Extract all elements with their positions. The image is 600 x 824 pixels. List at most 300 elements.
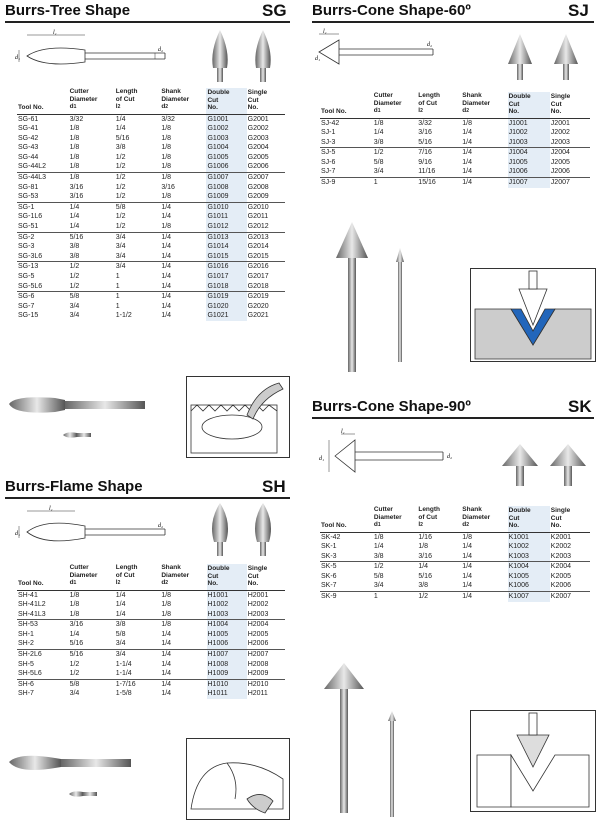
cutter-diameter-cell: 5/16 bbox=[69, 640, 84, 648]
table-row bbox=[17, 183, 285, 193]
sj-cone-burr-photos bbox=[500, 30, 590, 85]
table-row bbox=[17, 212, 285, 222]
cutter-diameter-cell: 5/16 bbox=[69, 232, 115, 242]
single-cut-no-cell: H2011 bbox=[247, 690, 268, 698]
table-row bbox=[17, 192, 285, 202]
length-of-cut-cell: 1/2 bbox=[115, 223, 126, 231]
shank-diameter-cell: 1/8 bbox=[161, 610, 172, 618]
tool-no-cell: SJ-3 bbox=[321, 138, 336, 146]
table-row bbox=[17, 202, 285, 212]
shank-diameter-cell: 1/4 bbox=[461, 562, 507, 572]
single-cut-no-cell: G2012 bbox=[247, 223, 269, 231]
table-row bbox=[320, 158, 590, 168]
single-cut-no-cell: G2019 bbox=[247, 292, 285, 302]
length-of-cut-cell: 1-1/4 bbox=[115, 670, 132, 678]
cutter-diameter-cell: 1/8 bbox=[69, 163, 80, 171]
table-row bbox=[320, 128, 590, 138]
sh-application-illustration bbox=[186, 738, 290, 820]
sg-code: SG bbox=[262, 1, 287, 20]
cutter-diameter-cell: 3/4 bbox=[69, 690, 80, 698]
tool-no-cell: SH-5L6 bbox=[18, 670, 42, 678]
sh-code: SH bbox=[262, 477, 286, 496]
cutter-diameter-cell: 1/4 bbox=[69, 202, 115, 212]
shank-diameter-cell: 1/8 bbox=[161, 591, 172, 599]
sj-cone-burr-side-photos bbox=[320, 218, 440, 378]
tool-no-cell: SJ-9 bbox=[320, 178, 373, 188]
length-of-cut-cell: 1/4 bbox=[115, 125, 126, 133]
sg-label-d1: d₁ bbox=[15, 55, 21, 61]
double-cut-no-cell: G1007 bbox=[206, 173, 246, 183]
length-of-cut-cell: 1 bbox=[115, 292, 161, 302]
sh-title: Burrs-Flame Shape bbox=[5, 478, 143, 495]
table-row bbox=[320, 542, 590, 552]
table-row bbox=[320, 552, 590, 562]
double-cut-no-cell: H1009 bbox=[207, 669, 247, 679]
single-cut-no-cell: K2004 bbox=[550, 562, 590, 572]
table-row bbox=[17, 222, 285, 232]
double-cut-no-cell: H1010 bbox=[207, 679, 247, 689]
shank-diameter-cell: 1/8 bbox=[161, 193, 172, 201]
table-row bbox=[320, 118, 590, 128]
double-cut-no-cell: G1002 bbox=[206, 124, 246, 134]
tool-no-cell: SK-9 bbox=[320, 592, 373, 602]
sk-dimension-diagram bbox=[315, 424, 465, 484]
length-of-cut-cell: 3/16 bbox=[418, 552, 432, 560]
sg-dimension-diagram bbox=[15, 26, 175, 78]
double-cut-no-cell: G1012 bbox=[206, 222, 246, 232]
double-cut-no-cell: K1006 bbox=[508, 581, 550, 591]
length-of-cut-cell: 1-5/8 bbox=[115, 690, 132, 698]
tool-no-cell: SG-42 bbox=[18, 134, 39, 142]
cutter-diameter-cell: 3/4 bbox=[373, 582, 384, 590]
length-of-cut-cell: 1/4 bbox=[115, 591, 126, 599]
table-row bbox=[320, 592, 590, 602]
col-tool-no: Tool No. bbox=[18, 104, 44, 111]
single-cut-no-cell: H2004 bbox=[247, 620, 285, 630]
cutter-diameter-cell: 1/2 bbox=[69, 660, 80, 668]
tool-no-cell: SK-5 bbox=[320, 562, 373, 572]
shank-diameter-cell: 3/32 bbox=[161, 115, 175, 123]
double-cut-no-cell: H1003 bbox=[207, 610, 247, 620]
sh-label-l1: l₁ bbox=[49, 506, 53, 512]
tool-no-cell: SK-1 bbox=[321, 543, 337, 551]
length-of-cut-cell: 5/8 bbox=[115, 202, 161, 212]
tool-no-cell: SG-44L2 bbox=[18, 163, 47, 171]
shank-diameter-cell: 1/8 bbox=[160, 173, 206, 183]
shank-diameter-cell: 1/4 bbox=[462, 572, 473, 580]
tool-no-cell: SG-41 bbox=[18, 125, 39, 133]
table-row bbox=[320, 581, 590, 591]
shank-diameter-cell: 1/4 bbox=[462, 129, 472, 137]
single-cut-no-cell: K2003 bbox=[550, 552, 572, 560]
single-cut-no-cell: J2004 bbox=[550, 148, 590, 158]
cutter-diameter-cell: 1/8 bbox=[69, 134, 80, 142]
double-cut-no-cell: H1005 bbox=[207, 630, 247, 640]
tool-no-cell: SG-43 bbox=[18, 144, 39, 152]
cutter-diameter-cell: 3/16 bbox=[69, 620, 115, 630]
single-cut-no-cell: H2006 bbox=[247, 640, 269, 648]
single-cut-no-cell: G2013 bbox=[247, 232, 285, 242]
double-cut-no-cell: K1004 bbox=[508, 562, 550, 572]
table-row bbox=[17, 242, 285, 252]
double-cut-no-cell: J1006 bbox=[508, 167, 550, 177]
length-of-cut-cell: 1/4 bbox=[115, 610, 126, 618]
double-cut-no-cell: K1002 bbox=[508, 542, 550, 552]
single-cut-no-cell: G2016 bbox=[247, 262, 285, 272]
shank-diameter-cell: 1/4 bbox=[160, 650, 206, 660]
length-of-cut-cell: 3/4 bbox=[115, 650, 161, 660]
single-cut-no-cell: K2001 bbox=[550, 533, 572, 541]
table-row bbox=[17, 272, 285, 282]
shank-diameter-cell: 1/8 bbox=[161, 601, 172, 609]
sg-label-l1: l₁ bbox=[53, 30, 57, 36]
single-cut-no-cell: H2005 bbox=[247, 630, 269, 638]
length-of-cut-cell: 1-1/4 bbox=[115, 660, 132, 668]
length-of-cut-cell: 15/16 bbox=[417, 178, 461, 188]
cutter-diameter-cell: 3/8 bbox=[69, 252, 80, 260]
table-row bbox=[17, 600, 285, 610]
cutter-diameter-cell: 1/8 bbox=[69, 610, 80, 618]
sh-flame-burr-side-photos bbox=[5, 748, 175, 808]
shank-diameter-cell: 1/4 bbox=[161, 640, 172, 648]
table-row bbox=[320, 572, 590, 582]
cutter-diameter-cell: 3/8 bbox=[373, 552, 384, 560]
single-cut-no-cell: G2014 bbox=[247, 243, 269, 251]
table-row bbox=[320, 138, 590, 148]
shank-diameter-cell: 1/4 bbox=[461, 148, 507, 158]
length-of-cut-cell: 1/2 bbox=[115, 163, 126, 171]
length-of-cut-cell: 1/2 bbox=[115, 183, 126, 191]
cutter-diameter-cell: 3/32 bbox=[69, 115, 84, 123]
double-cut-no-cell: G1021 bbox=[206, 311, 246, 321]
tool-no-cell: SG-61 bbox=[18, 115, 39, 123]
sg-table-header: Tool No. Cutter Diameter d1 Length of Cut l2 Shank Diameter d2 Double Cut No. Single Cut No. bbox=[17, 88, 285, 114]
shank-diameter-cell: 1/8 bbox=[462, 533, 473, 541]
double-cut-no-cell: G1008 bbox=[206, 183, 246, 193]
table-row bbox=[320, 532, 590, 542]
double-cut-no-cell: H1006 bbox=[207, 639, 247, 649]
shank-diameter-cell: 1/4 bbox=[462, 552, 473, 560]
table-row bbox=[17, 252, 285, 262]
shank-diameter-cell: 1/4 bbox=[160, 232, 206, 242]
table-row bbox=[17, 689, 285, 699]
cutter-diameter-cell: 1/8 bbox=[69, 591, 80, 599]
shank-diameter-cell: 1/4 bbox=[161, 282, 172, 290]
single-cut-no-cell: G2004 bbox=[247, 144, 269, 152]
sj-label-d2: d₂ bbox=[427, 42, 433, 48]
double-cut-no-cell: J1001 bbox=[508, 118, 550, 128]
shank-diameter-cell: 1/4 bbox=[161, 213, 172, 221]
shank-diameter-cell: 1/4 bbox=[462, 158, 472, 166]
tool-no-cell: SJ-6 bbox=[321, 158, 336, 166]
sk-label-d1: d₁ bbox=[319, 456, 325, 462]
cutter-diameter-cell: 5/8 bbox=[373, 572, 384, 580]
length-of-cut-cell: 1/2 bbox=[115, 213, 126, 221]
single-cut-no-cell: H2007 bbox=[247, 650, 285, 660]
length-of-cut-cell: 1 bbox=[115, 273, 120, 280]
length-of-cut-cell: 3/8 bbox=[418, 582, 429, 590]
sk-title: Burrs-Cone Shape-90º bbox=[312, 398, 471, 415]
length-of-cut-cell: 1 bbox=[115, 302, 120, 310]
sk-application-illustration bbox=[470, 710, 596, 812]
single-cut-no-cell: G2018 bbox=[247, 282, 269, 290]
single-cut-no-cell: G2017 bbox=[247, 273, 269, 280]
cutter-diameter-cell: 5/8 bbox=[69, 679, 115, 689]
cutter-diameter-cell: 1 bbox=[373, 178, 418, 188]
cutter-diameter-cell: 1/4 bbox=[69, 630, 80, 638]
table-row bbox=[17, 311, 285, 321]
cutter-diameter-cell: 3/8 bbox=[373, 138, 384, 146]
table-row bbox=[17, 114, 285, 124]
shank-diameter-cell: 1/4 bbox=[161, 252, 172, 260]
single-cut-no-cell: J2001 bbox=[550, 119, 570, 127]
table-row bbox=[17, 162, 285, 172]
length-of-cut-cell: 3/8 bbox=[115, 144, 126, 152]
double-cut-no-cell: H1004 bbox=[207, 620, 247, 630]
single-cut-no-cell: J2002 bbox=[550, 129, 570, 137]
single-cut-no-cell: J2003 bbox=[550, 138, 570, 146]
sh-dimension-diagram bbox=[15, 502, 175, 554]
double-cut-no-cell: G1013 bbox=[206, 232, 246, 242]
sk-label-d2: d₂ bbox=[447, 454, 453, 460]
double-cut-no-cell: G1003 bbox=[206, 134, 246, 144]
table-row bbox=[17, 134, 285, 144]
sh-flame-burr-photos bbox=[205, 500, 285, 560]
tool-no-cell: SG-5L6 bbox=[18, 282, 43, 290]
shank-diameter-cell: 1/4 bbox=[161, 312, 172, 320]
length-of-cut-cell: 5/8 bbox=[115, 630, 126, 638]
cutter-diameter-cell: 3/16 bbox=[69, 193, 84, 201]
single-cut-no-cell: G2003 bbox=[247, 134, 269, 142]
double-cut-no-cell: K1003 bbox=[508, 552, 550, 562]
sg-title-rule bbox=[5, 21, 290, 23]
sk-label-l1: l₁ bbox=[341, 429, 345, 435]
shank-diameter-cell: 1/4 bbox=[161, 273, 172, 280]
shank-diameter-cell: 1/4 bbox=[160, 262, 206, 272]
double-cut-no-cell: J1005 bbox=[508, 158, 550, 168]
cutter-diameter-cell: 1/2 bbox=[373, 562, 418, 572]
tool-no-cell: SH-1 bbox=[18, 630, 34, 638]
single-cut-no-cell: G2009 bbox=[247, 193, 269, 201]
single-cut-no-cell: G2021 bbox=[247, 312, 269, 320]
table-row bbox=[17, 124, 285, 134]
double-cut-no-cell: H1007 bbox=[207, 650, 247, 660]
sj-title: Burrs-Cone Shape-60º bbox=[312, 2, 471, 19]
length-of-cut-cell: 1/2 bbox=[115, 193, 126, 201]
tool-no-cell: SG-13 bbox=[17, 262, 69, 272]
sj-table-header: Tool No. Cutter Diameter d1 Length of Cut l2 Shank Diameter d2 Double Cut No. Single Cut No. bbox=[320, 92, 590, 118]
sj-label-l1: l₁ bbox=[323, 29, 327, 35]
double-cut-no-cell: K1001 bbox=[508, 532, 550, 542]
sh-spec-table bbox=[17, 564, 285, 699]
double-cut-no-cell: K1005 bbox=[508, 572, 550, 582]
cutter-diameter-cell: 1/8 bbox=[373, 533, 384, 541]
cutter-diameter-cell: 3/4 bbox=[373, 168, 384, 176]
double-cut-no-cell: H1008 bbox=[207, 660, 247, 670]
tool-no-cell: SJ-42 bbox=[321, 119, 340, 127]
shank-diameter-cell: 1/4 bbox=[462, 138, 472, 146]
tool-no-cell: SG-44L3 bbox=[17, 173, 69, 183]
sk-cone-burr-side-photos bbox=[312, 655, 432, 820]
length-of-cut-cell: 1/8 bbox=[418, 543, 429, 551]
cutter-diameter-cell: 1/2 bbox=[373, 148, 418, 158]
table-row bbox=[17, 590, 285, 600]
double-cut-no-cell: G1004 bbox=[206, 143, 246, 153]
shank-diameter-cell: 1/8 bbox=[161, 223, 172, 231]
sj-label-d1: d₁ bbox=[315, 56, 321, 62]
table-row bbox=[17, 660, 285, 670]
table-row bbox=[17, 630, 285, 640]
sg-spec-table bbox=[17, 88, 285, 321]
tool-no-cell: SG-6 bbox=[17, 292, 69, 302]
tool-no-cell: SG-3 bbox=[18, 243, 35, 251]
single-cut-no-cell: G2020 bbox=[247, 302, 269, 310]
tool-no-cell: SK-7 bbox=[321, 582, 337, 590]
length-of-cut-cell: 1/4 bbox=[115, 601, 126, 609]
cutter-diameter-cell: 3/8 bbox=[69, 243, 80, 251]
length-of-cut-cell: 1/2 bbox=[115, 153, 126, 161]
sg-title: Burrs-Tree Shape bbox=[5, 2, 131, 19]
tool-no-cell: SJ-1 bbox=[321, 129, 336, 137]
tool-no-cell: SH-41 bbox=[18, 591, 38, 599]
cutter-diameter-cell: 1/8 bbox=[69, 173, 115, 183]
table-row bbox=[17, 610, 285, 620]
cutter-diameter-cell: 5/8 bbox=[373, 158, 384, 166]
table-row bbox=[17, 650, 285, 660]
single-cut-no-cell: K2006 bbox=[550, 582, 572, 590]
single-cut-no-cell: J2005 bbox=[550, 158, 570, 166]
cutter-diameter-cell: 1/8 bbox=[373, 119, 384, 127]
double-cut-no-cell: J1004 bbox=[508, 148, 550, 158]
sk-spec-table bbox=[320, 506, 590, 602]
tool-no-cell: SG-15 bbox=[18, 312, 39, 320]
double-cut-no-cell: H1011 bbox=[207, 689, 247, 699]
cutter-diameter-cell: 1/2 bbox=[69, 670, 80, 678]
sj-application-illustration bbox=[470, 268, 596, 362]
single-cut-no-cell: G2015 bbox=[247, 252, 269, 260]
double-cut-no-cell: G1018 bbox=[206, 282, 246, 292]
sg-tree-burr-photos bbox=[205, 26, 285, 86]
tool-no-cell: SG-7 bbox=[18, 302, 35, 310]
single-cut-no-cell: H2008 bbox=[247, 660, 269, 668]
cutter-diameter-cell: 1/4 bbox=[373, 543, 384, 551]
cutter-diameter-cell: 5/8 bbox=[69, 292, 115, 302]
cutter-diameter-cell: 1/8 bbox=[69, 125, 80, 133]
sk-code: SK bbox=[568, 397, 592, 416]
sk-cone-burr-photos bbox=[498, 440, 592, 490]
length-of-cut-cell: 5/16 bbox=[115, 134, 130, 142]
shank-diameter-cell: 1/4 bbox=[160, 292, 206, 302]
shank-diameter-cell: 1/4 bbox=[462, 582, 473, 590]
cutter-diameter-cell: 3/4 bbox=[69, 302, 80, 310]
cutter-diameter-cell: 1/2 bbox=[69, 273, 80, 280]
single-cut-no-cell: K2005 bbox=[550, 572, 572, 580]
cutter-diameter-cell: 1/8 bbox=[69, 601, 80, 609]
table-row bbox=[17, 292, 285, 302]
single-cut-no-cell: G2001 bbox=[247, 115, 269, 123]
length-of-cut-cell: 3/4 bbox=[115, 252, 126, 260]
table-row bbox=[320, 562, 590, 572]
tool-no-cell: SH-6 bbox=[17, 679, 69, 689]
tool-no-cell: SG-3L6 bbox=[18, 252, 43, 260]
single-cut-no-cell: H2001 bbox=[247, 591, 269, 599]
table-row bbox=[17, 679, 285, 689]
tool-no-cell: SH-41L3 bbox=[18, 610, 46, 618]
table-row bbox=[17, 262, 285, 272]
tool-no-cell: SK-6 bbox=[321, 572, 337, 580]
single-cut-no-cell: K2007 bbox=[550, 592, 590, 602]
table-row bbox=[17, 669, 285, 679]
double-cut-no-cell: G1017 bbox=[206, 272, 246, 282]
shank-diameter-cell: 1/8 bbox=[161, 163, 172, 171]
tool-no-cell: SH-5 bbox=[18, 660, 34, 668]
shank-diameter-cell: 1/4 bbox=[161, 690, 172, 698]
double-cut-no-cell: G1010 bbox=[206, 202, 246, 212]
double-cut-no-cell: G1001 bbox=[206, 114, 246, 124]
length-of-cut-cell: 1-7/16 bbox=[115, 679, 161, 689]
table-row bbox=[320, 178, 590, 188]
table-row bbox=[17, 143, 285, 153]
table-row bbox=[17, 639, 285, 649]
sh-label-d1: d₁ bbox=[15, 531, 21, 537]
double-cut-no-cell: G1011 bbox=[206, 212, 246, 222]
tool-no-cell: SH-53 bbox=[17, 620, 69, 630]
tool-no-cell: SG-53 bbox=[18, 193, 39, 201]
cutter-diameter-cell: 1/4 bbox=[373, 129, 384, 137]
sg-application-illustration bbox=[186, 376, 290, 458]
shank-diameter-cell: 1/4 bbox=[461, 592, 507, 602]
length-of-cut-cell: 5/16 bbox=[418, 572, 432, 580]
double-cut-no-cell: H1001 bbox=[207, 590, 247, 600]
tool-no-cell: SH-41L2 bbox=[18, 601, 46, 609]
tool-no-cell: SG-81 bbox=[18, 183, 39, 191]
shank-diameter-cell: 1/8 bbox=[161, 134, 172, 142]
table-row bbox=[17, 153, 285, 163]
sj-dimension-diagram bbox=[315, 26, 445, 78]
tool-no-cell: SJ-5 bbox=[320, 148, 373, 158]
sg-label-d2: d₂ bbox=[158, 47, 164, 53]
cutter-diameter-cell: 3/16 bbox=[69, 183, 84, 191]
single-cut-no-cell: H2002 bbox=[247, 601, 269, 609]
table-row bbox=[17, 620, 285, 630]
table-row bbox=[320, 148, 590, 158]
cutter-diameter-cell: 1 bbox=[373, 592, 418, 602]
shank-diameter-cell: 1/8 bbox=[160, 620, 206, 630]
shank-diameter-cell: 1/4 bbox=[160, 679, 206, 689]
length-of-cut-cell: 1/4 bbox=[115, 115, 126, 123]
tool-no-cell: SH-2L6 bbox=[17, 650, 69, 660]
double-cut-no-cell: H1002 bbox=[207, 600, 247, 610]
length-of-cut-cell: 3/4 bbox=[115, 243, 126, 251]
shank-diameter-cell: 1/4 bbox=[161, 630, 172, 638]
tool-no-cell: SG-51 bbox=[18, 223, 39, 231]
tool-no-cell: SH-7 bbox=[18, 690, 34, 698]
sj-code: SJ bbox=[568, 1, 589, 20]
length-of-cut-cell: 3/4 bbox=[115, 262, 161, 272]
sj-title-rule bbox=[312, 21, 594, 23]
single-cut-no-cell: G2002 bbox=[247, 125, 269, 133]
cutter-diameter-cell: 1/8 bbox=[69, 153, 80, 161]
double-cut-no-cell: G1014 bbox=[206, 242, 246, 252]
sh-label-d2: d₂ bbox=[158, 523, 164, 529]
shank-diameter-cell: 1/4 bbox=[160, 202, 206, 212]
table-row bbox=[320, 167, 590, 177]
cutter-diameter-cell: 5/16 bbox=[69, 650, 115, 660]
single-cut-no-cell: K2002 bbox=[550, 543, 572, 551]
double-cut-no-cell: J1007 bbox=[508, 178, 550, 188]
length-of-cut-cell: 9/16 bbox=[418, 158, 432, 166]
shank-diameter-cell: 3/16 bbox=[161, 183, 175, 191]
